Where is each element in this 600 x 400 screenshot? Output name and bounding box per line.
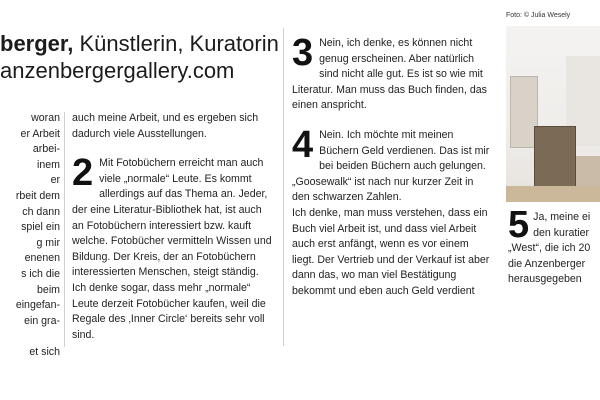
column-1-line: s ich die: [21, 267, 60, 280]
paragraph: Ich denke, man muss verstehen, dass ein Buch viel Arbeit ist, und dass viel Arbeit auch erst anfängt, wenn es vor einem liegt. Der Vertrieb und der Verkauf ist aber dann das, wo man viel Bestätigung bekommt und eben auch Geld verdient: [292, 206, 490, 297]
column-1-line: enenen: [24, 252, 60, 265]
column-4-line: Ja, meine ei: [533, 211, 591, 223]
article-header: [0, 30, 285, 84]
column-4-line: „West“, die ich 20: [508, 242, 591, 255]
column-1-line: arbei-: [32, 143, 60, 156]
photo-floor: [506, 186, 600, 202]
column-1: [0, 111, 60, 361]
artist-name: berger,: [0, 31, 74, 56]
column-2: [72, 111, 272, 343]
column-1-line: inem: [37, 158, 60, 171]
photo-artwork: [534, 126, 576, 190]
answer-text: Nein, ich denke, es können nicht genug erscheinen. Aber natürlich sind nicht alle gut. Es ist so wie mit Literatur. Man muss das Buch finden, das einen anspricht.: [292, 37, 487, 112]
column-1-line: spiel ein: [21, 221, 60, 234]
answer-text: Nein. Ich möchte mit meinen Büchern Geld verdienen. Das ist mir bei beiden Büchern auch gelungen. „Goosewalk“ ist nach nur kurzer Zeit in den schwarzen Zahlen.: [292, 128, 490, 204]
column-4-line: den kuratier: [533, 226, 590, 239]
answer-2: [72, 152, 272, 343]
answer-number: 2: [72, 152, 94, 195]
photo-credit: Foto: © Julia Wesely: [506, 12, 571, 19]
column-4-line: herausgegeben: [508, 273, 582, 286]
column-1-line: er Arbeit: [20, 127, 60, 140]
answer-number: 5: [508, 210, 530, 246]
column-1-line: rbeit dem: [15, 189, 60, 202]
gallery-url: anzenbergergallery.com: [0, 58, 235, 83]
column-4: [508, 210, 600, 288]
column-1-line: g mir: [36, 236, 60, 249]
answer-number: 4: [292, 123, 314, 166]
column-1-line: [0, 329, 60, 345]
column-1-line: beim: [37, 283, 60, 296]
paragraph-gap: [292, 114, 490, 128]
column-4-line: die Anzenberger: [508, 257, 586, 270]
column-divider: [64, 112, 65, 347]
gallery-photo: [506, 26, 600, 202]
answer-3: [292, 32, 490, 114]
column-1-line: et sich: [29, 345, 60, 358]
column-1-line: eingefan-: [15, 299, 60, 312]
column-1-line: ch dann: [22, 205, 60, 218]
column-1-line: woran: [31, 112, 60, 124]
column-3: [292, 32, 490, 300]
paragraph-gap: [72, 142, 272, 156]
artist-role: Künstlerin, Kuratorin: [79, 31, 279, 56]
answer-4: [292, 123, 490, 206]
column-divider: [283, 28, 284, 346]
answer-text: Mit Fotobüchern erreicht man auch viele „normale“ Leute. Es kommt allerdings auf das Thema an. Jeder, der eine Literatur-Bibliothek hat, ist auch an Fotobüchern interessiert bzw. kauft welche. Fotobücher vermitteln Wissen und Bildung. Der Kreis, der an Fotobüchern interessierten Menschen, steigt ständig. Ich denke sogar, dass mehr „normale“ Leute derzeit Fotobücher kaufen, weil die Regale des ‚Inner Circle‘ bereits sehr voll sind.: [72, 157, 272, 341]
answer-number: 3: [292, 32, 314, 74]
column-1-line: er: [50, 174, 60, 187]
paragraph: auch meine Arbeit, und es ergeben sich dadurch viele Ausstellungen.: [72, 112, 259, 140]
column-1-line: ein gra-: [24, 314, 60, 327]
